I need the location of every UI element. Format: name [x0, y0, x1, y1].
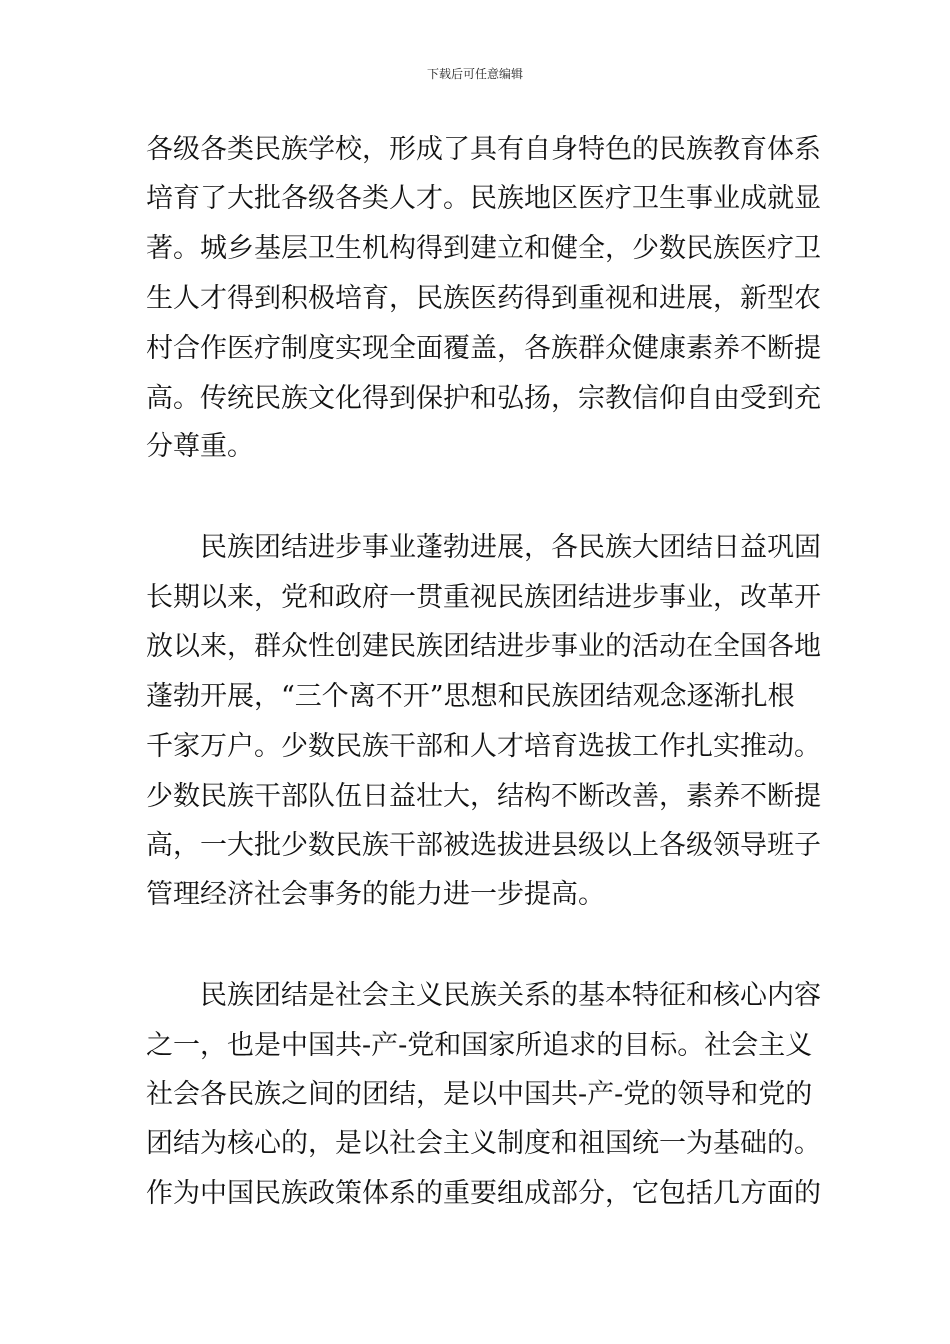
text-line: 高。传统民族文化得到保护和弘扬，宗教信仰自由受到充 [146, 383, 821, 414]
text-line: 高，一大批少数民族干部被选拔进县级以上各级领导班子 [146, 830, 821, 861]
page-header: 下载后可任意编辑 [426, 67, 523, 81]
text-line: 作为中国民族政策体系的重要组成部分，它包括几方面的 [146, 1178, 821, 1209]
text-line: 生人才得到积极培育，民族医药得到重视和进展，新型农 [146, 283, 821, 314]
text-line: 之一，也是中国共-产-党和国家所追求的目标。社会主义 [146, 1030, 813, 1061]
text-line: 村合作医疗制度实现全面覆盖，各族群众健康素养不断提 [146, 333, 821, 364]
text-line: 蓬勃开展，“三个离不开”思想和民族团结观念逐渐扎根 [146, 681, 795, 712]
text-line: 放以来，群众性创建民族团结进步事业的活动在全国各地 [146, 631, 821, 662]
text-line: 分尊重。 [146, 431, 254, 462]
text-line: 长期以来，党和政府一贯重视民族团结进步事业，改革开 [146, 582, 821, 613]
text-line: 民族团结进步事业蓬勃进展，各民族大团结日益巩固 [200, 532, 821, 563]
text-line: 少数民族干部队伍日益壮大，结构不断改善，素养不断提 [146, 781, 821, 812]
text-line: 民族团结是社会主义民族关系的基本特征和核心内容 [200, 980, 821, 1011]
text-line: 著。城乡基层卫生机构得到建立和健全，少数民族医疗卫 [146, 233, 821, 264]
text-line: 团结为核心的，是以社会主义制度和祖国统一为基础的。 [146, 1128, 821, 1159]
text-line: 管理经济社会事务的能力进一步提高。 [146, 879, 605, 910]
text-line: 各级各类民族学校，形成了具有自身特色的民族教育体系 [146, 134, 821, 165]
text-line: 千家万户。少数民族干部和人才培育选拔工作扎实推动。 [146, 731, 821, 762]
text-line: 社会各民族之间的团结，是以中国共-产-党的领导和党的 [146, 1079, 813, 1110]
text-line: 培育了大批各级各类人才。民族地区医疗卫生事业成就显 [146, 183, 821, 214]
